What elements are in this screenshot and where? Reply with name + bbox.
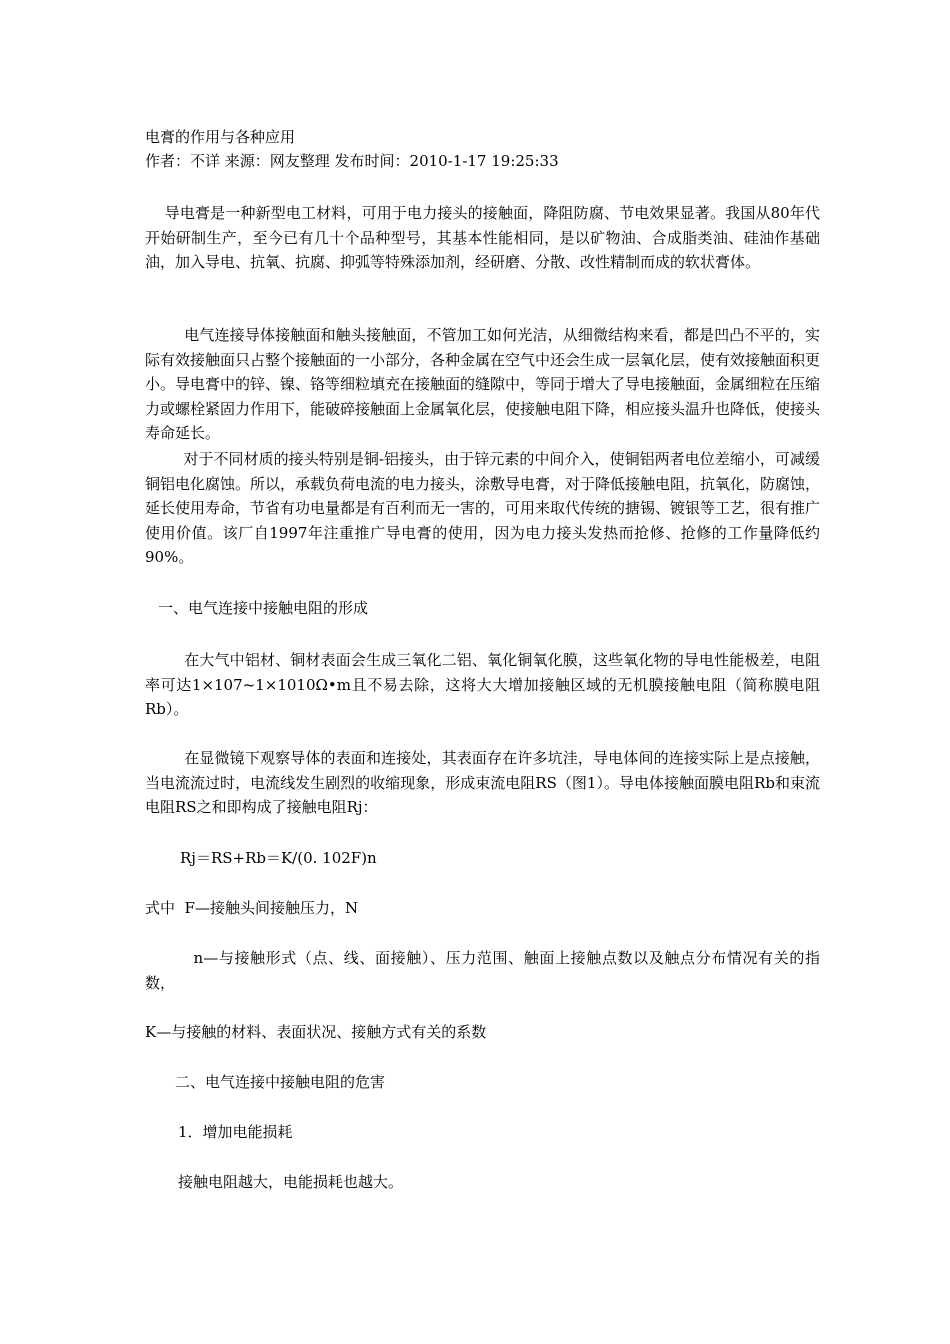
definition-n: n—与接触形式（点、线、面接触）、压力范围、触面上接触点数以及触点分布情况有关的指数， [145, 949, 820, 992]
microscope-paragraph: 在显微镜下观察导体的表面和连接处，其表面存在许多坑洼，导电体间的连接实际上是点接触，当电流流过时，电流线发生剧烈的收缩现象，形成束流电阻RS（图1）。导电体接触面膜电阻Rb和束流电阻RS之和即构成了接触电阻Rj： [145, 749, 820, 817]
intro-paragraph: 导电膏是一种新型电工材料，可用于电力接头的接触面，降阻防腐、节电效果显著。我国从80年代开始研制生产，至今已有几十个品种型号，其基本性能相同，是以矿物油、合成脂类油、硅油作基础油，加入导电、抗氧、抗腐、抑弧等特殊添加剂，经研磨、分散、改性精制而成的软状膏体。 [145, 204, 820, 272]
energy-loss-paragraph: 接触电阻越大，电能损耗也越大。 [178, 1173, 404, 1191]
section2-heading: 二、电气连接中接触电阻的危害 [175, 1073, 386, 1091]
section1-heading: 一、电气连接中接触电阻的形成 [158, 599, 369, 617]
materials-paragraph: 对于不同材质的接头特别是铜-铝接头，由于锌元素的中间介入，使铜铝两者电位差缩小，可减缓铜铝电化腐蚀。所以，承载负荷电流的电力接头，涂敷导电膏，对于降低接触电阻，抗氧化，防腐蚀，延长使用寿命，节省有功电量都是有百利而无一害的，可用来取代传统的搪锡、镀银等工艺，很有推广使用价值。该厂自1997年注重推广导电膏的使用，因为电力接头发热而抢修、抢修的工作量降低约90%。 [145, 450, 821, 567]
subsection1-heading: 1．增加电能损耗 [178, 1123, 293, 1141]
contact-surface-paragraph: 电气连接导体接触面和触头接触面，不管加工如何光洁，从细微结构来看，都是凹凸不平的，实际有效接触面只占整个接触面的一小部分，各种金属在空气中还会生成一层氧化层，使有效接触面积更小。导电膏中的锌、镍、铬等细粒填充在接触面的缝隙中，等同于增大了导电接触面，金属细粒在压缩力或螺栓紧固力作用下，能破碎接触面上金属氧化层，使接触电阻下降，相应接头温升也降低，使接头寿命延长。 [145, 326, 821, 443]
document-meta: 作者：不详 来源：网友整理 发布时间：2010-1-17 19:25:33 [145, 152, 559, 170]
document-title: 电膏的作用与各种应用 [145, 128, 296, 146]
oxide-film-paragraph: 在大气中铝材、铜材表面会生成三氧化二铝、氧化铜氧化膜，这些氧化物的导电性能极差，电阻率可达1×107~1×1010Ω•m且不易去除，这将大大增加接触区域的无机膜接触电阻（简称膜电阻Rb）。 [145, 651, 820, 719]
definition-F: 式中 F—接触头间接触压力，N [145, 899, 359, 917]
contact-resistance-formula: Rj＝RS+Rb＝K/(0. 102F)n [180, 849, 377, 867]
definition-K: K—与接触的材料、表面状况、接触方式有关的系数 [145, 1023, 487, 1041]
